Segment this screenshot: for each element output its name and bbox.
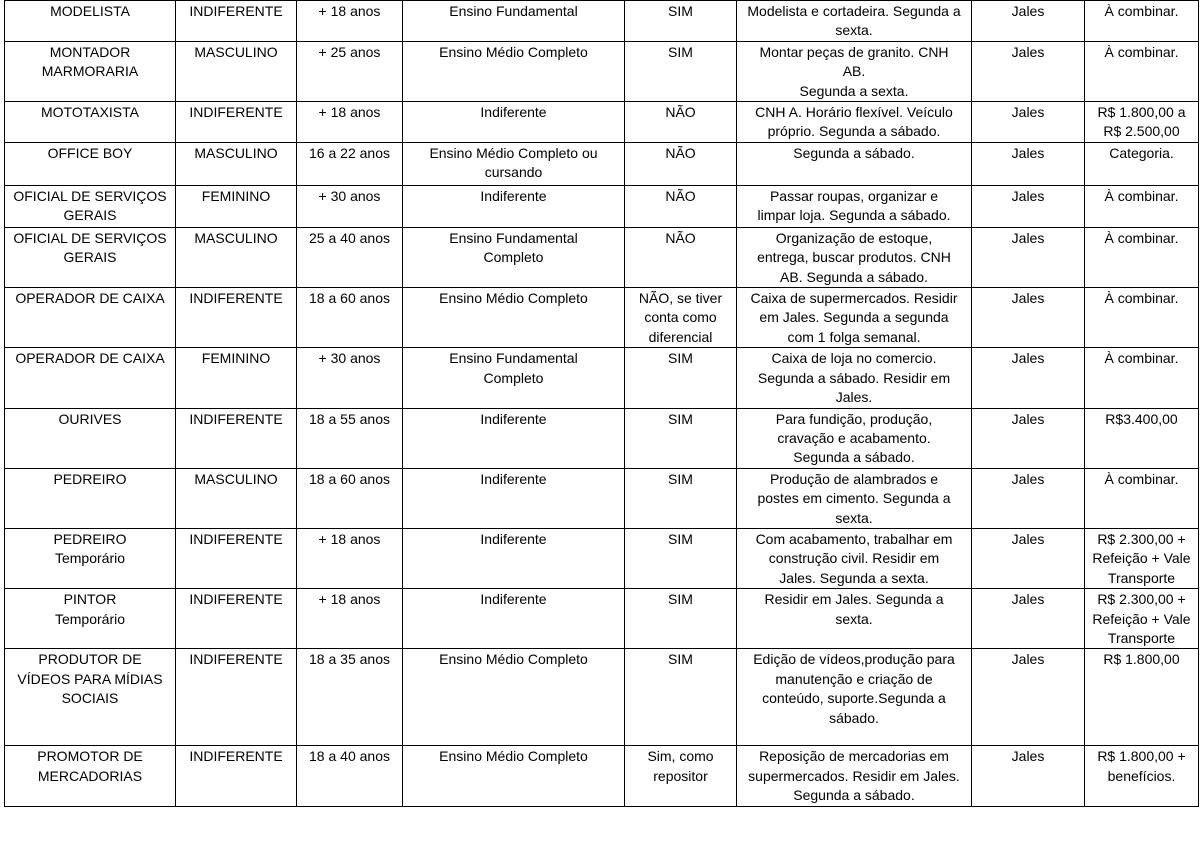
cell-experiencia: NÃO — [625, 227, 737, 287]
cell-sexo: MASCULINO — [176, 41, 297, 101]
cell-idade: 16 a 22 anos — [297, 142, 403, 185]
cell-experiencia: NÃO — [625, 142, 737, 185]
cell-idade: 18 a 60 anos — [297, 288, 403, 348]
cell-sexo: INDIFERENTE — [176, 589, 297, 649]
cell-cargo: PRODUTOR DE VÍDEOS PARA MÍDIAS SOCIAIS — [5, 649, 176, 746]
table-row — [5, 746, 1199, 806]
table-row — [5, 142, 1199, 185]
cell-cargo: PROMOTOR DE MERCADORIAS — [5, 746, 176, 806]
cell-cidade: Jales — [972, 589, 1085, 649]
cell-idade: + 18 anos — [297, 589, 403, 649]
cell-experiencia: Sim, como repositor — [625, 746, 737, 806]
cell-sexo: MASCULINO — [176, 468, 297, 528]
table-row — [5, 227, 1199, 287]
cell-cidade: Jales — [972, 348, 1085, 408]
job-listings-body — [5, 1, 1199, 807]
cell-cargo: MOTOTAXISTA — [5, 102, 176, 143]
cell-descricao: Edição de vídeos,produção para manutenção e criação de conteúdo, suporte.Segunda a sábado. — [737, 649, 972, 746]
cell-cidade: Jales — [972, 288, 1085, 348]
cell-cargo: OURIVES — [5, 408, 176, 468]
table-row — [5, 288, 1199, 348]
cell-escolaridade: Ensino Médio Completo — [403, 746, 625, 806]
cell-escolaridade: Indiferente — [403, 102, 625, 143]
cell-salario: R$ 2.300,00 + Refeição + Vale Transporte — [1085, 528, 1199, 588]
cell-escolaridade: Indiferente — [403, 185, 625, 227]
table-row — [5, 41, 1199, 101]
cell-salario: À combinar. — [1085, 288, 1199, 348]
cell-idade: 18 a 35 anos — [297, 649, 403, 746]
cell-cargo: PINTOR Temporário — [5, 589, 176, 649]
cell-sexo: FEMININO — [176, 185, 297, 227]
cell-cargo: OPERADOR DE CAIXA — [5, 288, 176, 348]
table-row — [5, 408, 1199, 468]
cell-idade: 18 a 60 anos — [297, 468, 403, 528]
cell-cidade: Jales — [972, 746, 1085, 806]
table-row — [5, 468, 1199, 528]
cell-cargo: OFICIAL DE SERVIÇOS GERAIS — [5, 185, 176, 227]
cell-sexo: INDIFERENTE — [176, 1, 297, 42]
cell-idade: 25 a 40 anos — [297, 227, 403, 287]
cell-salario: R$ 1.800,00 a R$ 2.500,00 — [1085, 102, 1199, 143]
cell-sexo: INDIFERENTE — [176, 649, 297, 746]
cell-descricao: Com acabamento, trabalhar em construção civil. Residir em Jales. Segunda a sexta. — [737, 528, 972, 588]
cell-salario: À combinar. — [1085, 227, 1199, 287]
cell-descricao: Caixa de loja no comercio. Segunda a sábado. Residir em Jales. — [737, 348, 972, 408]
cell-salario: À combinar. — [1085, 185, 1199, 227]
cell-sexo: MASCULINO — [176, 227, 297, 287]
cell-salario: R$3.400,00 — [1085, 408, 1199, 468]
table-row — [5, 348, 1199, 408]
cell-escolaridade: Indiferente — [403, 589, 625, 649]
table-row — [5, 649, 1199, 746]
cell-escolaridade: Ensino Médio Completo — [403, 41, 625, 101]
cell-descricao: Organização de estoque, entrega, buscar produtos. CNH AB. Segunda a sábado. — [737, 227, 972, 287]
cell-descricao: Para fundição, produção, cravação e acabamento. Segunda a sábado. — [737, 408, 972, 468]
cell-cargo: PEDREIRO Temporário — [5, 528, 176, 588]
cell-cargo: OFICIAL DE SERVIÇOS GERAIS — [5, 227, 176, 287]
cell-escolaridade: Ensino Fundamental — [403, 1, 625, 42]
cell-sexo: INDIFERENTE — [176, 408, 297, 468]
cell-idade: + 30 anos — [297, 348, 403, 408]
cell-cidade: Jales — [972, 649, 1085, 746]
cell-sexo: INDIFERENTE — [176, 102, 297, 143]
cell-escolaridade: Ensino Médio Completo — [403, 288, 625, 348]
cell-cidade: Jales — [972, 41, 1085, 101]
cell-experiencia: SIM — [625, 1, 737, 42]
cell-descricao: Passar roupas, organizar e limpar loja. Segunda a sábado. — [737, 185, 972, 227]
cell-cidade: Jales — [972, 102, 1085, 143]
cell-cargo: MODELISTA — [5, 1, 176, 42]
cell-idade: + 25 anos — [297, 41, 403, 101]
cell-escolaridade: Ensino Fundamental Completo — [403, 348, 625, 408]
cell-escolaridade: Indiferente — [403, 408, 625, 468]
cell-escolaridade: Ensino Fundamental Completo — [403, 227, 625, 287]
cell-idade: 18 a 55 anos — [297, 408, 403, 468]
cell-cidade: Jales — [972, 468, 1085, 528]
table-row — [5, 185, 1199, 227]
cell-experiencia: NÃO, se tiver conta como diferencial — [625, 288, 737, 348]
cell-idade: + 18 anos — [297, 102, 403, 143]
cell-experiencia: SIM — [625, 589, 737, 649]
cell-experiencia: NÃO — [625, 185, 737, 227]
cell-experiencia: SIM — [625, 41, 737, 101]
cell-idade: + 30 anos — [297, 185, 403, 227]
cell-experiencia: SIM — [625, 468, 737, 528]
cell-sexo: INDIFERENTE — [176, 528, 297, 588]
cell-descricao: Montar peças de granito. CNH AB. Segunda a sexta. — [737, 41, 972, 101]
cell-descricao: Segunda a sábado. — [737, 142, 972, 185]
table-row — [5, 528, 1199, 588]
cell-escolaridade: Indiferente — [403, 528, 625, 588]
cell-cargo: MONTADOR MARMORARIA — [5, 41, 176, 101]
cell-salario: À combinar. — [1085, 1, 1199, 42]
cell-escolaridade: Ensino Médio Completo ou cursando — [403, 142, 625, 185]
cell-experiencia: SIM — [625, 408, 737, 468]
cell-cargo: OFFICE BOY — [5, 142, 176, 185]
cell-experiencia: NÃO — [625, 102, 737, 143]
cell-descricao: Caixa de supermercados. Residir em Jales. Segunda a segunda com 1 folga semanal. — [737, 288, 972, 348]
cell-cidade: Jales — [972, 408, 1085, 468]
cell-salario: À combinar. — [1085, 348, 1199, 408]
table-row — [5, 1, 1199, 42]
cell-experiencia: SIM — [625, 528, 737, 588]
cell-escolaridade: Indiferente — [403, 468, 625, 528]
cell-cidade: Jales — [972, 227, 1085, 287]
cell-salario: Categoria. — [1085, 142, 1199, 185]
cell-cidade: Jales — [972, 142, 1085, 185]
cell-salario: R$ 2.300,00 + Refeição + Vale Transporte — [1085, 589, 1199, 649]
cell-cidade: Jales — [972, 1, 1085, 42]
cell-sexo: MASCULINO — [176, 142, 297, 185]
cell-salario: R$ 1.800,00 — [1085, 649, 1199, 746]
cell-cargo: PEDREIRO — [5, 468, 176, 528]
table-row — [5, 102, 1199, 143]
cell-descricao: Residir em Jales. Segunda a sexta. — [737, 589, 972, 649]
cell-descricao: Modelista e cortadeira. Segunda a sexta. — [737, 1, 972, 42]
cell-descricao: Produção de alambrados e postes em cimento. Segunda a sexta. — [737, 468, 972, 528]
cell-experiencia: SIM — [625, 649, 737, 746]
cell-salario: À combinar. — [1085, 41, 1199, 101]
cell-idade: + 18 anos — [297, 1, 403, 42]
cell-salario: R$ 1.800,00 + benefícios. — [1085, 746, 1199, 806]
cell-sexo: INDIFERENTE — [176, 288, 297, 348]
cell-sexo: FEMININO — [176, 348, 297, 408]
cell-descricao: CNH A. Horário flexível. Veículo próprio. Segunda a sábado. — [737, 102, 972, 143]
cell-cidade: Jales — [972, 528, 1085, 588]
cell-experiencia: SIM — [625, 348, 737, 408]
cell-cargo: OPERADOR DE CAIXA — [5, 348, 176, 408]
cell-escolaridade: Ensino Médio Completo — [403, 649, 625, 746]
cell-descricao: Reposição de mercadorias em supermercados. Residir em Jales. Segunda a sábado. — [737, 746, 972, 806]
cell-idade: + 18 anos — [297, 528, 403, 588]
cell-cidade: Jales — [972, 185, 1085, 227]
cell-salario: À combinar. — [1085, 468, 1199, 528]
table-row — [5, 589, 1199, 649]
job-listings-table — [4, 0, 1199, 807]
cell-sexo: INDIFERENTE — [176, 746, 297, 806]
cell-idade: 18 a 40 anos — [297, 746, 403, 806]
